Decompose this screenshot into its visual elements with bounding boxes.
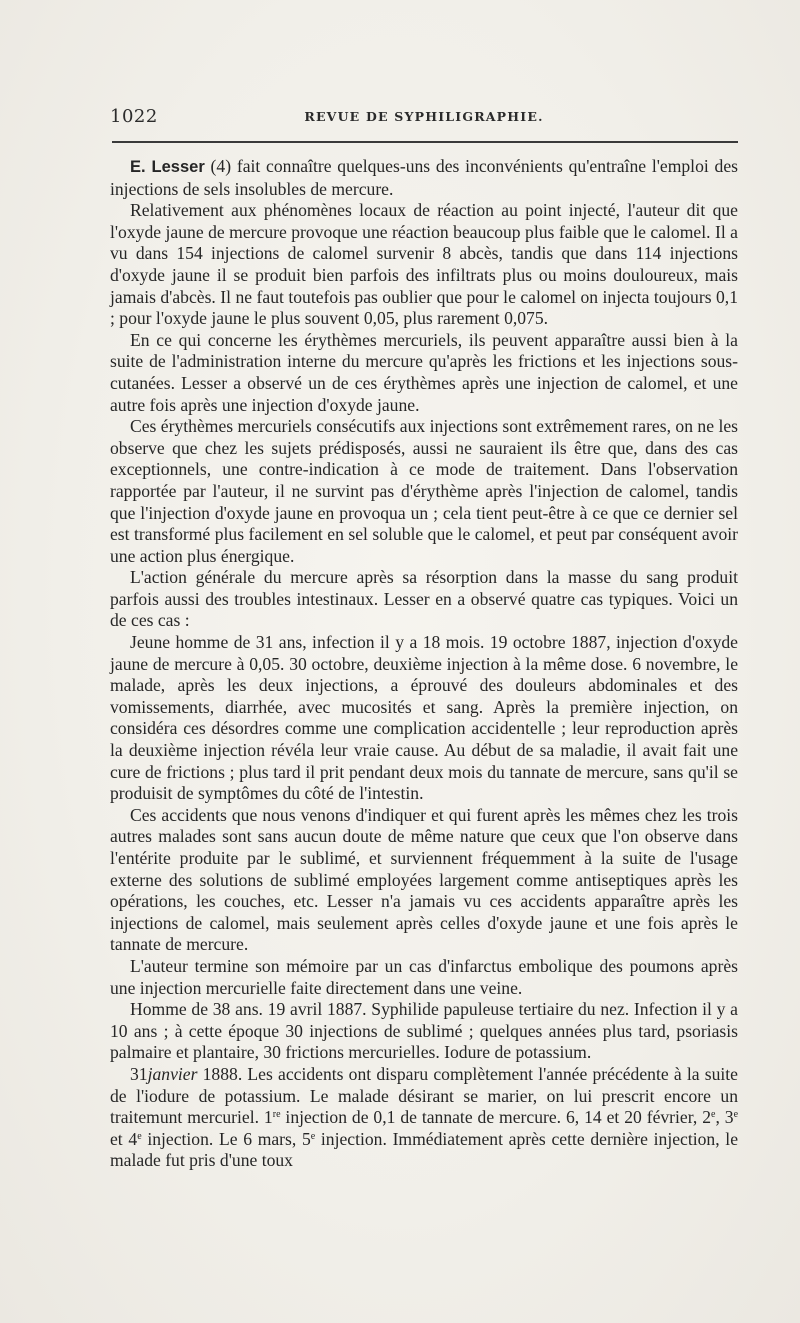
paragraph xyxy=(110,156,738,200)
paragraph-text: injection. Immédiatement après cette dernière injection, le malade fut pris d'une toux xyxy=(110,1128,738,1171)
ordinal-superscript: e xyxy=(310,1130,316,1142)
paragraph-text: 1888. Les accidents ont disparu complètement l'année précédente à la suite de l'iodure de potassium. Le malade désirant se marier, on lui prescrit encore un traitemunt mercuriel. 1 xyxy=(110,1063,738,1128)
ordinal-superscript: e xyxy=(711,1109,716,1121)
paragraph: L'auteur termine son mémoire par un cas d'infarctus embolique des poumons après une injection mercurielle faite directement dans une veine. xyxy=(110,955,738,998)
ordinal-superscript: re xyxy=(272,1109,281,1121)
paragraph: Homme de 38 ans. 19 avril 1887. Syphilide papuleuse tertiaire du nez. Infection il y a 10 ans ; à cette époque 30 injections de sublimé ; quelques années plus tard, psoriasis palmaire et plantaire, 30 frictions mercurielles. Iodure de potassium. xyxy=(110,999,738,1063)
paragraph xyxy=(110,1064,738,1172)
running-head: REVUE DE SYPHILIGRAPHIE. xyxy=(304,109,544,124)
paragraph: L'action générale du mercure après sa résorption dans la masse du sang produit parfois aussi des troubles intestinaux. Lesser en a observé quatre cas typiques. Voici un de ces cas : xyxy=(110,567,738,631)
article-body xyxy=(110,156,738,1172)
ordinal-superscript: e xyxy=(137,1130,142,1142)
paragraph-text: (4) fait connaître quelques-uns des inconvénients qu'entraîne l'emploi des injections de sels insolubles de mercure. xyxy=(110,156,738,199)
paragraph: Ces accidents que nous venons d'indiquer et qui furent après les mêmes chez les trois autres malades sont sans aucun doute de même nature que ceux que l'on observe dans l'entérite produite par le sublimé, et surviennent fréquemment à la suite de l'usage externe des solutions de sublimé employées largement comme antiseptiques après les opérations, les couches, etc. Lesser n'a jamais vu ces accidents apparaître après les injections de calomel, mais seulement après celles d'oxyde jaune et une fois après le tannate de mercure. xyxy=(110,804,738,955)
paragraph-text: , 3 xyxy=(715,1107,734,1128)
page-header xyxy=(110,106,738,132)
paragraph: Jeune homme de 31 ans, infection il y a 18 mois. 19 octobre 1887, injection d'oxyde jaune de mercure à 0,05. 30 octobre, deuxième injection à la même dose. 6 novembre, le malade, après les deux injections, a éprouvé des douleurs abdominales et des vomissements, diarrhée, avec mucosités et sang. Après la première injection, on considéra ces désordres comme une complication accidentelle ; leur reproduction après la deuxième injection révéla leur vraie cause. Au début de sa maladie, il avait fait une cure de frictions ; plus tard il prit pendant deux mois du tannate de mercure, sans qu'il se produisit de symptômes du côté de l'intestin. xyxy=(110,632,738,804)
date-month: janvier xyxy=(147,1063,198,1084)
page-number: 1022 xyxy=(110,106,158,127)
date-day: 31 xyxy=(130,1063,148,1084)
ordinal-superscript: e xyxy=(733,1109,739,1121)
paragraph-text: injection de 0,1 de tannate de mercure. 6, 14 et 20 février, 2 xyxy=(280,1107,711,1128)
paragraph: Relativement aux phénomènes locaux de réaction au point injecté, l'auteur dit que l'oxyde jaune de mercure provoque une réaction beaucoup plus faible que le calomel. Il a vu dans 154 injections de calomel survenir 8 abcès, tandis que dans 114 injections d'oxyde jaune il se produit bien parfois des infiltrats plus ou moins douloureux, mais jamais d'abcès. Il ne faut toutefois pas oublier que pour le calomel on injecta toujours 0,1 ; pour l'oxyde jaune le plus souvent 0,05, plus rarement 0,075. xyxy=(110,200,738,329)
paragraph-text: et 4 xyxy=(110,1128,138,1149)
header-rule xyxy=(112,141,738,143)
paragraph: Ces érythèmes mercuriels consécutifs aux injections sont extrêmement rares, on ne les observe que chez les sujets prédisposés, aussi ne sauraient ils être que, dans des cas exceptionnels, une contre-indication à ce mode de traitement. Dans l'observation rapportée par l'auteur, il ne survint pas d'érythème après l'injection de calomel, tandis que l'injection d'oxyde jaune en provoqua un ; cela tient peut-être à ce que ce dernier sel est transformé plus facilement en sel soluble que le calomel, et peut par conséquent avoir une action plus énergique. xyxy=(110,416,738,566)
paragraph-text: injection. Le 6 mars, 5 xyxy=(141,1128,311,1149)
paragraph: En ce qui concerne les érythèmes mercuriels, ils peuvent apparaître aussi bien à la suite de l'administration interne du mercure qu'après les frictions et les injections sous-cutanées. Lesser a observé un de ces érythèmes après une injection de calomel, et une autre fois après une injection d'oxyde jaune. xyxy=(110,329,738,415)
author-name: E. Lesser xyxy=(130,158,205,176)
